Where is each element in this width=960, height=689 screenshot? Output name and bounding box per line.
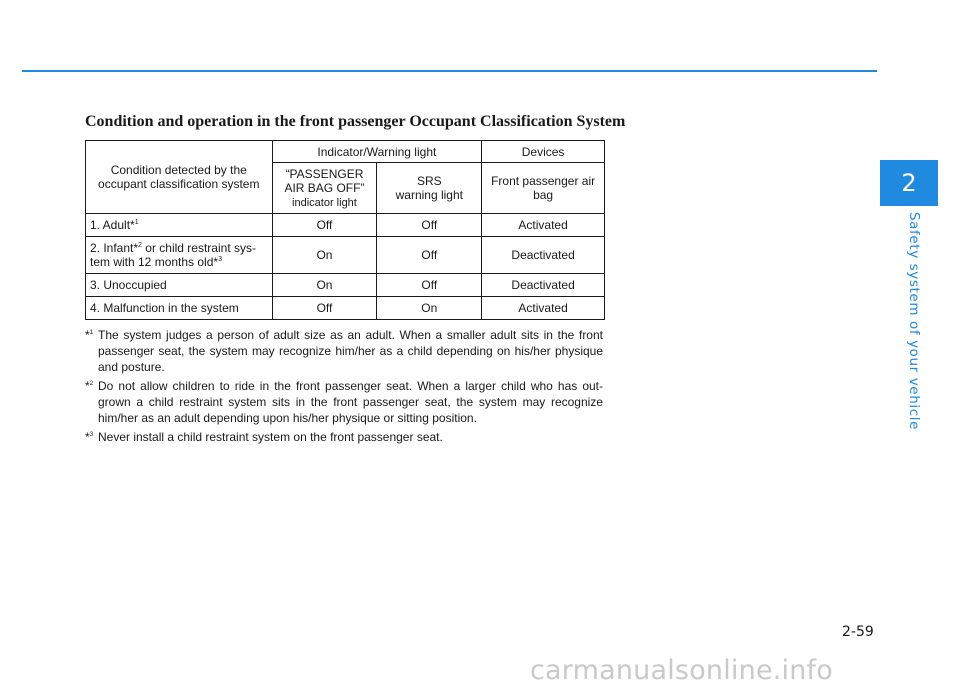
table-row [86,214,605,237]
row-device: Deactivated [482,237,605,274]
row-device: Activated [482,297,605,320]
footnote-text: Do not allow children to ride in the front passenger seat. When a larger child who has out-grown a child restraint system sits in the front passenger seat, the system may recognize him/her as an adult depending upon his/her physique or sitting position. [98,379,603,425]
footnote-text: The system judges a person of adult size as an adult. When a smaller adult sits in the front passenger seat, the system may recognize him/her as a child depending on his/her physique and posture. [98,328,603,374]
row-paob: On [272,237,377,274]
row-srs: Off [377,237,482,274]
page-number: 2-59 [842,624,874,640]
header-srs-line2: warning light [395,188,463,202]
row-condition-text: 1. Adult* [90,218,135,232]
footnote-3 [85,429,603,445]
section-heading: Condition and operation in the front passenger Occupant Classification System [85,113,626,130]
footnote-star: * [85,430,90,444]
header-indicator-group [272,141,482,163]
footnote-2 [85,378,603,426]
table-row [86,274,605,297]
table-header-row [86,141,605,163]
header-front-airbag-text: Front passenger air bag [491,174,596,202]
row-paob: On [272,274,377,297]
header-srs-line1: SRS [416,174,442,188]
footnote-number: 1 [89,329,94,336]
footnote-star: * [85,379,90,393]
row-condition-text-cont: or child restraint sys-tem with 12 months old* [90,241,256,269]
footnote-text: Never install a child restraint system on the front passenger seat. [98,430,443,444]
row-srs: On [377,297,482,320]
header-front-airbag [482,163,605,214]
header-indicator-group-text: Indicator/Warning light [317,144,437,159]
row-condition: 3. Unoccupied [86,274,273,297]
footnotes [85,327,603,448]
chapter-side-title: Safety system of your vehicle [906,212,922,431]
footnote-marker [85,429,93,445]
header-paob-line2: AIR BAG OFF” [284,181,365,195]
row-condition-text: 2. Infant* [90,241,139,255]
footnote-ref: 1 [134,219,139,226]
footnote-number: 3 [89,431,94,438]
header-devices [482,141,605,163]
ocs-table [85,140,605,320]
table-row [86,297,605,320]
row-device: Activated [482,214,605,237]
header-passenger-airbag-off [272,163,377,214]
footnote-star: * [85,328,90,342]
header-srs [377,163,482,214]
row-condition [86,237,273,274]
row-srs: Off [377,214,482,237]
chapter-tab [880,160,938,206]
footnote-ref: 2 [138,242,142,249]
header-condition-text: Condition detected by the occupant classification system [98,163,260,191]
row-condition: 4. Malfunction in the system [86,297,273,320]
header-condition [86,141,273,214]
header-paob-line1: “PASSENGER [285,167,364,181]
header-devices-text: Devices [521,144,565,159]
row-condition [86,214,273,237]
footnote-marker [85,327,93,343]
footnote-marker [85,378,93,394]
row-device: Deactivated [482,274,605,297]
footnote-ref: 3 [218,256,222,263]
row-srs: Off [377,274,482,297]
row-paob: Off [272,297,377,320]
top-rule [22,70,877,72]
footnote-1 [85,327,603,375]
watermark: carmanualsonline.info [530,655,833,686]
chapter-number: 2 [901,169,917,197]
footnote-number: 2 [89,380,94,387]
row-paob: Off [272,214,377,237]
table-row [86,237,605,274]
header-paob-line3: indicator light [292,197,357,209]
